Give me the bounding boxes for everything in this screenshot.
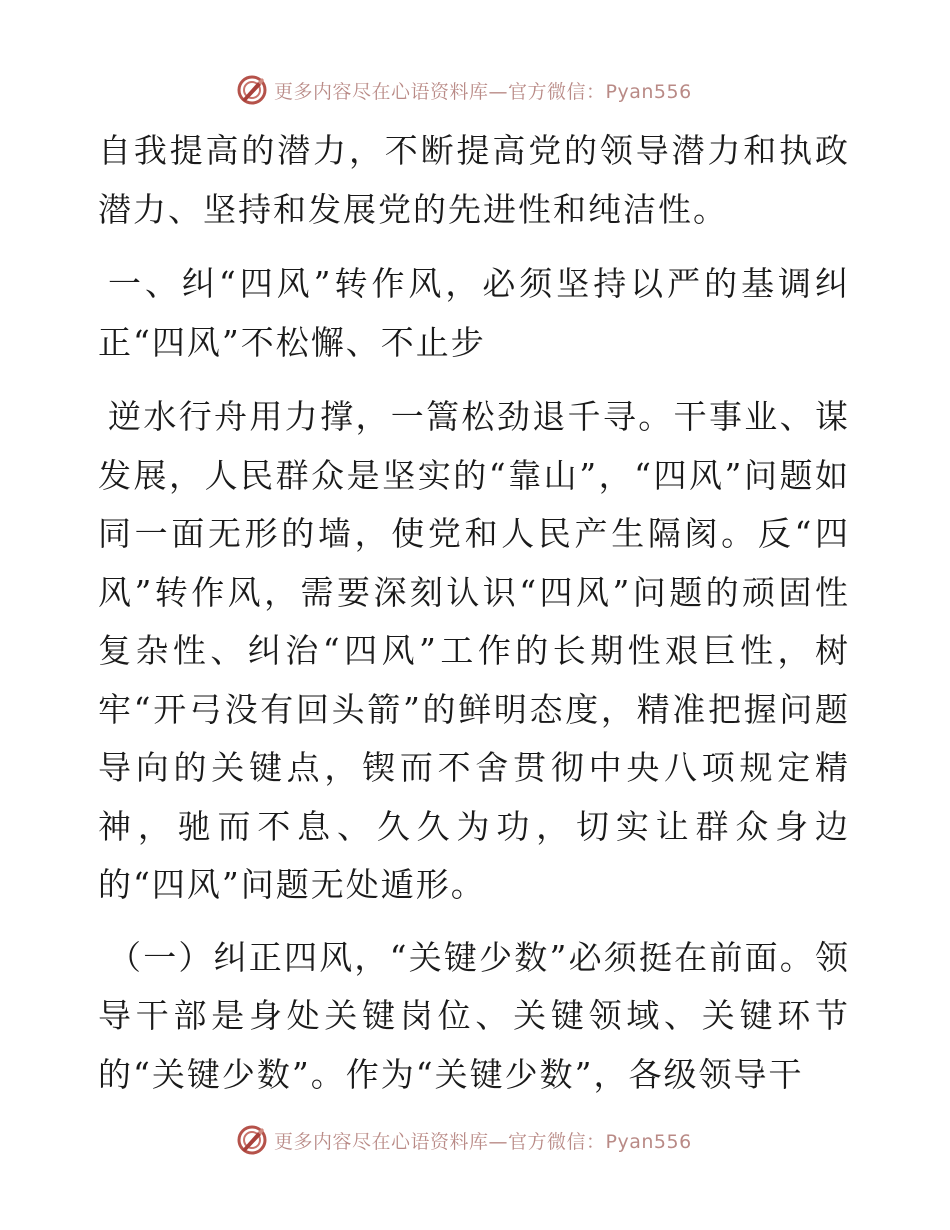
footer-watermark [236, 1122, 692, 1158]
section-heading: 一、纠“四风”转作风，必须坚持以严的基调纠正“四风”不松懈、不止步 [98, 264, 850, 362]
subsection-paragraph: （一）纠正四风，“关键少数”必须挺在前面。领导干部是身处关键岗位、关键领域、关键环节的“关键少数”。作为“关键少数”，各级领导干 [98, 937, 850, 1094]
watermark-text: 更多内容尽在心语资料库—官方微信：Pyan556 [274, 1130, 692, 1153]
pen-logo-icon [236, 1124, 268, 1156]
document-body [98, 122, 850, 1104]
header-watermark [236, 72, 692, 108]
paragraph-continuation: 自我提高的潜力，不断提高党的领导潜力和执政潜力、坚持和发展党的先进性和纯洁性。 [98, 131, 850, 229]
pen-logo-icon [236, 74, 268, 106]
paragraph-body: 逆水行舟用力撑，一篙松劲退千寻。干事业、谋发展，人民群众是坚实的“靠山”，“四风”问题如同一面无形的墙，使党和人民产生隔阂。反“四风”转作风，需要深刻认识“四风”问题的顽固性复杂性、纠治“四风”工作的长期性艰巨性，树牢“开弓没有回头箭”的鲜明态度，精准把握问题导向的关键点，锲而不舍贯彻中央八项规定精神，驰而不息、久久为功，切实让群众身边的“四风”问题无处遁形。 [98, 397, 850, 904]
watermark-text: 更多内容尽在心语资料库—官方微信：Pyan556 [274, 80, 692, 103]
